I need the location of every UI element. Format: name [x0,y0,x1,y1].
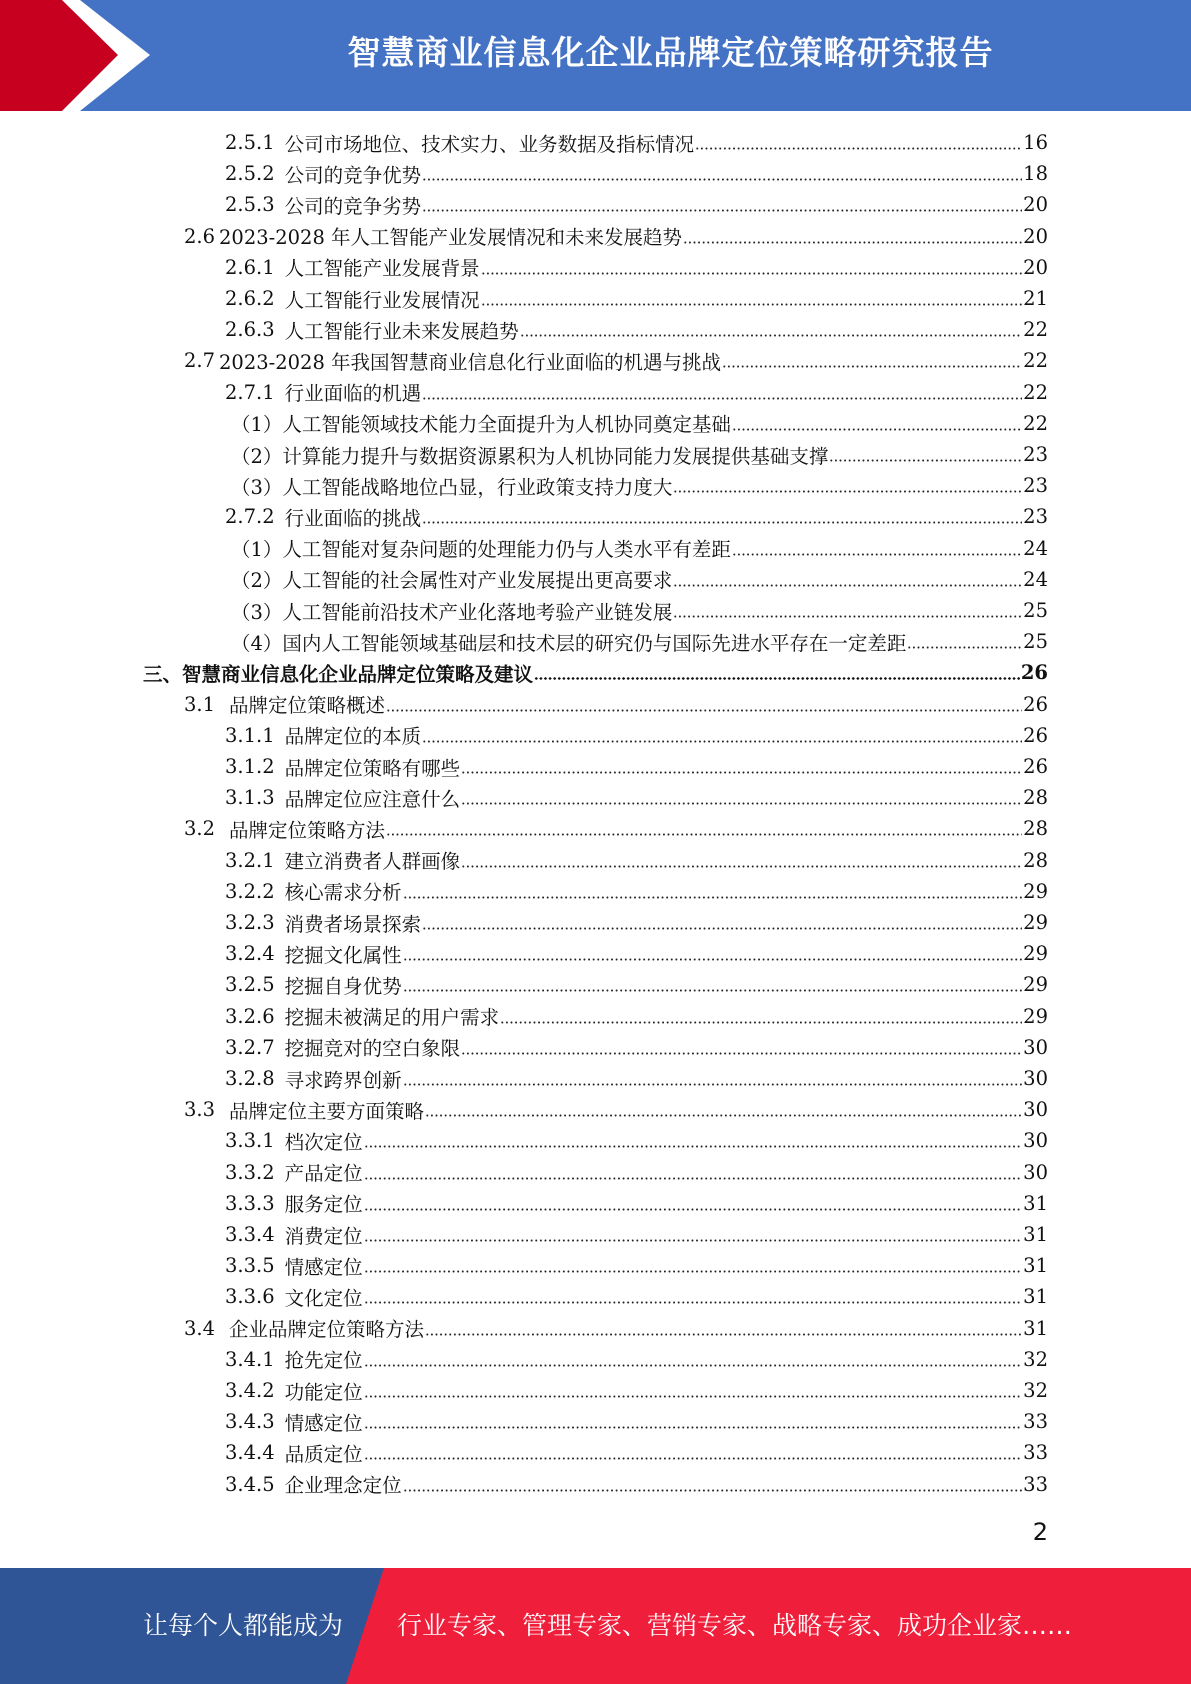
toc-entry-number: 2.5.2 [225,162,275,186]
toc-entry-number: （2） [231,569,283,593]
toc-entry-page: 31 [1023,1223,1048,1246]
toc-entry-title: 档次定位 [284,1130,363,1154]
toc-entry-number: 2.5.1 [225,131,275,154]
toc-entry[interactable] [231,595,1048,626]
toc-entry-title: 情感定位 [284,1411,363,1435]
toc-entry[interactable] [225,127,1048,158]
toc-entry-page: 24 [1023,536,1048,560]
toc-dot-leader [422,927,1022,930]
toc-entry-number: 3.1.1 [225,723,275,747]
toc-entry-title: 挖掘自身优势 [284,974,402,998]
toc-entry-title: 人工智能行业未来发展趋势 [284,319,519,343]
toc-entry[interactable] [225,1125,1048,1156]
toc-entry-page: 22 [1023,318,1048,342]
toc-entry-title: 抢先定位 [284,1349,363,1373]
toc-entry-title: 人工智能对复杂问题的处理能力仍与人类水平有差距 [282,538,731,562]
toc-dot-leader [425,1333,1022,1336]
toc-entry-title: 公司的竞争优势 [284,163,422,187]
toc-entry-page: 26 [1023,723,1048,747]
toc-entry-title: 品质定位 [284,1442,363,1466]
toc-entry-page: 25 [1023,599,1048,622]
toc-entry[interactable] [231,626,1048,657]
toc-entry-number: 3.1.2 [225,755,275,778]
toc-entry[interactable] [225,189,1048,220]
toc-dot-leader [422,209,1022,212]
toc-entry[interactable] [184,1094,1048,1125]
toc-entry-number: 3.4.5 [225,1472,275,1496]
toc-entry-number: 3.2.8 [225,1067,275,1090]
toc-entry[interactable] [184,689,1048,720]
toc-dot-leader [403,1489,1023,1492]
toc-dot-leader [695,147,1022,150]
header-arrow-decoration [0,0,170,111]
toc-entry[interactable] [231,470,1048,501]
toc-dot-leader [364,1239,1023,1242]
toc-entry-page: 30 [1023,1098,1048,1122]
toc-dot-leader [683,241,1022,244]
toc-entry-page: 23 [1023,505,1048,529]
toc-entry[interactable] [225,782,1048,813]
toc-entry[interactable] [225,1250,1048,1281]
toc-entry-title: 品牌定位策略方法 [229,818,386,842]
toc-dot-leader [364,1301,1023,1304]
toc-entry[interactable] [225,1375,1048,1406]
toc-dot-leader [422,740,1022,743]
toc-entry-number: 3.3.3 [225,1191,275,1215]
toc-entry-page: 22 [1023,349,1048,373]
toc-entry[interactable] [225,1063,1048,1094]
toc-entry[interactable] [184,813,1048,844]
toc-entry-page: 16 [1023,131,1048,154]
toc-entry[interactable] [225,314,1048,345]
toc-entry[interactable] [225,845,1048,876]
toc-entry-number: 3.2.4 [225,942,275,966]
toc-entry-page: 29 [1023,942,1048,966]
toc-dot-leader [403,958,1023,961]
toc-dot-leader [422,521,1022,524]
toc-dot-leader [403,1083,1023,1086]
toc-entry-number: 3.4 [184,1316,216,1340]
toc-entry-title: 企业品牌定位策略方法 [229,1318,425,1342]
toc-dot-leader [364,1457,1023,1460]
toc-entry-number: 3.4.1 [225,1347,275,1371]
toc-entry-number: 3.2.6 [225,1004,275,1028]
toc-entry-title: 挖掘文化属性 [284,943,402,967]
toc-entry[interactable] [184,1313,1048,1344]
toc-entry-number: （1） [231,413,283,437]
toc-entry-title: 人工智能领域技术能力全面提升为人机协同奠定基础 [282,413,731,437]
toc-entry-title: 人工智能行业发展情况 [284,288,480,312]
toc-entry-page: 29 [1023,1004,1048,1028]
toc-entry-title: 人工智能产业发展背景 [284,257,480,281]
toc-entry-page: 22 [1023,411,1048,435]
toc-entry[interactable] [231,439,1048,470]
toc-entry-number: 3.2 [184,817,216,841]
toc-entry-page: 31 [1023,1316,1048,1340]
toc-entry-title: 寻求跨界创新 [284,1068,402,1092]
toc-entry-page: 30 [1023,1129,1048,1153]
toc-entry[interactable] [225,720,1048,751]
toc-dot-leader [673,615,1022,618]
toc-entry-page: 30 [1023,1067,1048,1090]
toc-entry-page: 32 [1023,1379,1048,1402]
toc-entry-title: 服务定位 [284,1193,363,1217]
toc-dot-leader [673,584,1022,587]
toc-entry-page: 29 [1023,879,1048,903]
toc-entry-page: 20 [1023,255,1048,279]
toc-entry-title: 核心需求分析 [284,881,402,905]
toc-entry-page: 29 [1023,973,1048,997]
toc-dot-leader [364,1208,1023,1211]
toc-entry[interactable] [225,1001,1048,1032]
toc-entry-title: 品牌定位策略有哪些 [284,756,461,780]
page-number: 2 [1032,1518,1048,1546]
toc-entry-number: 3.2.3 [225,911,275,934]
toc-entry[interactable] [231,533,1048,564]
toc-entry-number: 2.5.3 [225,193,275,217]
toc-entry-title: 品牌定位策略概述 [229,694,386,718]
toc-entry-page: 28 [1023,817,1048,841]
toc-entry-number: 2.7.1 [225,380,275,404]
toc-entry-page: 22 [1023,380,1048,404]
toc-entry[interactable] [184,345,1048,376]
toc-entry-page: 23 [1023,474,1048,498]
toc-entry[interactable] [231,408,1048,439]
document-title: 智慧商业信息化企业品牌定位策略研究报告 [347,33,994,72]
toc-entry-number: 3.3.1 [225,1129,275,1153]
toc-entry-page: 25 [1023,630,1048,654]
toc-entry[interactable] [225,1188,1048,1219]
toc-dot-leader [732,553,1022,556]
toc-entry-title: 人工智能的社会属性对产业发展提出更高要求 [282,569,673,593]
toc-dot-leader [461,1052,1022,1055]
toc-entry-page: 26 [1023,692,1048,716]
toc-dot-leader [364,1270,1023,1273]
page-header [0,0,1191,111]
toc-entry-number: 2.6.1 [225,255,275,279]
toc-dot-leader [481,303,1023,306]
toc-entry-number: 3.1.3 [225,786,275,810]
toc-entry-number: 3.3.4 [225,1223,275,1246]
toc-entry-number: （4） [231,631,283,655]
toc-entry-page: 31 [1023,1191,1048,1215]
toc-entry[interactable] [231,564,1048,595]
toc-entry-number: 3.4.2 [225,1379,275,1402]
toc-entry-number: 3.1 [184,692,216,716]
toc-entry-page: 29 [1023,911,1048,934]
toc-entry[interactable] [184,221,1048,252]
toc-entry[interactable] [225,751,1048,782]
toc-entry-title: 企业理念定位 [284,1474,402,1498]
toc-dot-leader [461,802,1022,805]
footer-slogan-right: 行业专家、管理专家、营销专家、战略专家、成功企业家…… [397,1611,1073,1640]
toc-entry-number: （2） [231,444,283,468]
toc-entry-title: 品牌定位应注意什么 [284,787,461,811]
toc-dot-leader [673,490,1022,493]
toc-entry-page: 33 [1023,1410,1048,1434]
toc-dot-leader [907,646,1022,649]
toc-entry[interactable] [225,1281,1048,1312]
toc-entry-number: 3.3.2 [225,1160,275,1184]
toc-entry-title: 智慧商业信息化企业品牌定位策略及建议 [182,662,534,686]
toc-entry[interactable] [225,1157,1048,1188]
toc-dot-leader [364,1177,1023,1180]
toc-dot-leader [829,459,1022,462]
toc-entry-title: 人工智能前沿技术产业化落地考验产业链发展 [282,600,673,624]
toc-entry-number: 3.2.5 [225,973,275,997]
toc-entry-page: 24 [1023,567,1048,591]
toc-dot-leader [500,1021,1022,1024]
toc-entry[interactable] [225,158,1048,189]
toc-entry-title: 建立消费者人群画像 [284,850,461,874]
toc-entry-title: 2023-2028 年人工智能产业发展情况和未来发展趋势 [219,226,683,250]
toc-entry-number: 3.4.4 [225,1441,275,1465]
toc-entry-page: 20 [1023,224,1048,248]
toc-entry-title: 2023-2028 年我国智慧商业信息化行业面临的机遇与挑战 [219,350,722,374]
toc-entry-page: 30 [1023,1035,1048,1059]
toc-entry-page: 28 [1023,848,1048,872]
toc-entry[interactable] [225,938,1048,969]
toc-dot-leader [732,428,1022,431]
toc-entry-number: （1） [231,538,283,562]
toc-dot-leader [422,397,1022,400]
toc-entry-title: 国内人工智能领域基础层和技术层的研究仍与国际先进水平存在一定差距 [282,631,907,655]
toc-entry-title: 品牌定位主要方面策略 [229,1099,425,1123]
toc-dot-leader [364,1364,1023,1367]
toc-entry-title: 消费定位 [284,1224,363,1248]
toc-entry-title: 人工智能战略地位凸显，行业政策支持力度大 [282,475,673,499]
toc-entry-page: 33 [1023,1472,1048,1496]
toc-entry-page: 21 [1023,287,1048,310]
toc-entry-title: 品牌定位的本质 [284,725,422,749]
toc-entry-number: （3） [231,600,283,624]
page-footer [0,1568,1191,1684]
toc-entry-page: 26 [1020,661,1048,685]
toc-dot-leader [461,865,1022,868]
toc-entry[interactable] [225,876,1048,907]
toc-entry[interactable] [225,1219,1048,1250]
toc-entry-page: 26 [1023,755,1048,778]
toc-entry-number: 2.6.2 [225,287,275,310]
toc-dot-leader [722,365,1022,368]
toc-dot-leader [403,896,1023,899]
toc-dot-leader [461,771,1022,774]
toc-dot-leader [364,1145,1023,1148]
toc-entry[interactable] [225,252,1048,283]
toc-dot-leader [422,178,1022,181]
toc-entry-number: 3.3.6 [225,1285,275,1309]
toc-dot-leader [425,1114,1022,1117]
toc-dot-leader [520,334,1023,337]
toc-entry-number: 2.6.3 [225,318,275,342]
toc-entry[interactable] [225,969,1048,1000]
toc-entry[interactable] [225,1406,1048,1437]
toc-entry-number: 2.6 [184,224,216,248]
toc-entry-number: （3） [231,475,283,499]
toc-entry[interactable] [225,283,1048,314]
toc-entry[interactable] [225,501,1048,532]
toc-entry-page: 28 [1023,786,1048,810]
toc-dot-leader [403,989,1023,992]
toc-entry-title: 挖掘竞对的空白象限 [284,1037,461,1061]
toc-entry-number: 3.3 [184,1098,216,1122]
toc-entry[interactable] [225,1437,1048,1468]
toc-dot-leader [386,709,1022,712]
toc-entry-title: 功能定位 [284,1380,363,1404]
toc-entry-page: 18 [1023,162,1048,186]
toc-entry-title: 公司的竞争劣势 [284,194,422,218]
toc-entry-number: 3.4.3 [225,1410,275,1434]
toc-entry-title: 公司市场地位、技术实力、业务数据及指标情况 [284,132,695,156]
toc-entry-title: 文化定位 [284,1286,363,1310]
toc-entry[interactable] [225,1032,1048,1063]
toc-entry-number: 3.2.2 [225,879,275,903]
toc-entry-page: 33 [1023,1441,1048,1465]
toc-entry-title: 情感定位 [284,1255,363,1279]
toc-entry-page: 20 [1023,193,1048,217]
toc-entry-title: 计算能力提升与数据资源累积为人机协同能力发展提供基础支撑 [282,444,829,468]
toc-entry-number: 三、 [143,662,183,686]
footer-slogan-left: 让每个人都能成为 [143,1611,344,1640]
toc-entry-page: 31 [1023,1254,1048,1278]
toc-entry-title: 消费者场景探索 [284,912,422,936]
toc-entry-number: 3.2.1 [225,848,275,872]
toc-entry-number: 3.3.5 [225,1254,275,1278]
toc-entry-page: 31 [1023,1285,1048,1309]
toc-entry-number: 2.7.2 [225,505,275,529]
toc-entry[interactable] [225,1344,1048,1375]
toc-entry-title: 产品定位 [284,1162,363,1186]
toc-dot-leader [386,833,1022,836]
toc-dot-leader [534,677,1020,680]
toc-dot-leader [481,272,1023,275]
toc-dot-leader [364,1395,1023,1398]
toc-entry-number: 2.7 [184,349,216,373]
toc-dot-leader [364,1426,1023,1429]
toc-entry[interactable] [225,907,1048,938]
toc-entry-title: 挖掘未被满足的用户需求 [284,1006,500,1030]
toc-entry[interactable] [225,377,1048,408]
toc-entry-title: 行业面临的机遇 [284,382,422,406]
toc-entry-page: 23 [1023,443,1048,466]
toc-entry-number: 3.2.7 [225,1035,275,1059]
toc-entry-title: 行业面临的挑战 [284,506,422,530]
toc-entry-page: 30 [1023,1160,1048,1184]
toc-entry[interactable] [225,1469,1048,1500]
toc-entry-page: 32 [1023,1347,1048,1371]
toc-entry[interactable] [143,657,1048,688]
